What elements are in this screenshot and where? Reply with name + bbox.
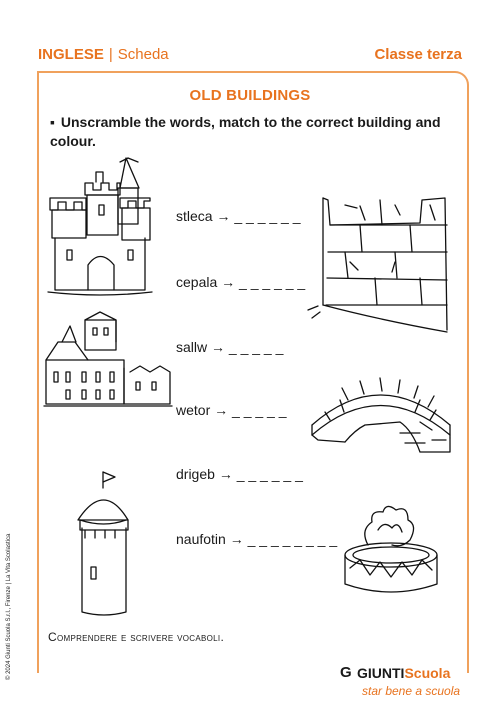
- scrambled-word: cepala: [176, 274, 218, 290]
- answer-blank: → _ _ _ _ _: [214, 402, 287, 418]
- publisher-logo: [340, 664, 480, 704]
- bridge-icon: [312, 378, 450, 452]
- header-subject: INGLESE | Scheda: [38, 46, 169, 63]
- walls-icon: [308, 198, 447, 332]
- brand-tagline: star bene a scuola: [362, 684, 461, 698]
- tower-icon: [78, 472, 128, 615]
- class-label: Classe terza: [374, 46, 462, 63]
- bullet-icon: ▪: [50, 114, 55, 130]
- answer-blank: → _ _ _ _ _ _ _ _: [229, 531, 338, 547]
- g-logo-icon: G: [340, 664, 352, 681]
- answer-blank: → _ _ _ _ _ _: [216, 208, 301, 224]
- skill-note: Comprendere e scrivere vocaboli.: [48, 630, 225, 644]
- scrambled-word: stleca: [176, 208, 213, 224]
- subject-label: INGLESE: [38, 46, 104, 63]
- castle-icon: [48, 158, 152, 295]
- scrambled-word: wetor: [176, 402, 211, 418]
- sheet-label: Scheda: [117, 46, 169, 63]
- answer-blank: → _ _ _ _ _ _: [218, 466, 303, 482]
- copyright-note: © 2024 Giunti Scuola S.r.l., Firenze | La Vita Scolastica: [6, 533, 12, 680]
- answer-blank: → _ _ _ _ _ _: [221, 274, 306, 290]
- scrambled-word: sallw: [176, 339, 208, 355]
- fountain-icon: [345, 506, 437, 592]
- brand-name: GIUNTIScuola: [357, 665, 451, 681]
- palace-icon: [44, 312, 172, 406]
- instruction-text: Unscramble the words, match to the correct building and colour.: [50, 114, 441, 149]
- scrambled-word: drigeb: [176, 466, 215, 482]
- worksheet-title: OLD BUILDINGS: [189, 87, 311, 104]
- scrambled-word: naufotin: [176, 531, 226, 547]
- answer-blank: → _ _ _ _ _: [211, 339, 284, 355]
